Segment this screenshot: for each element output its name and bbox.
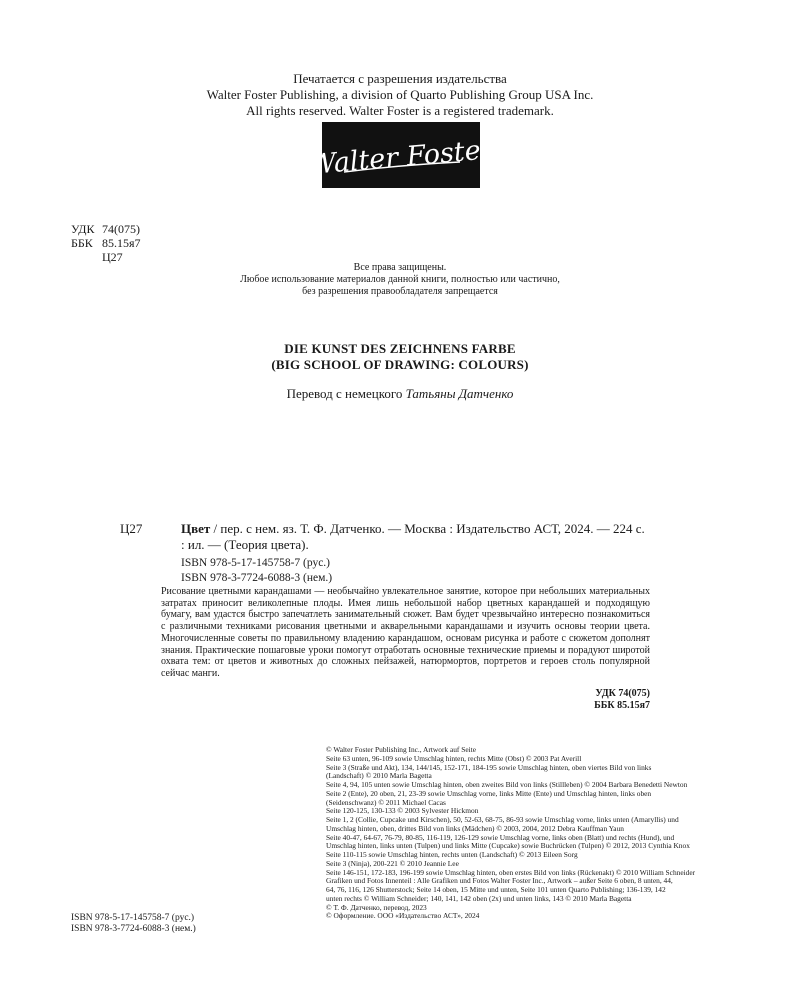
translation-credit	[150, 386, 650, 402]
credit-line: Umschlag hinten, oben, drittes Bild von links (Mädchen) © 2003, 2004, 2012 Debra Kauffman Yaun	[326, 823, 624, 833]
credit-line: Seite 146-151, 172-183, 196-199 sowie Umschlag hinten, oben erstes Bild von links (Rückenakt) © 2010 William Schneider	[326, 867, 696, 877]
bbk-row	[71, 236, 141, 250]
annotation-bbk: ББК 85.15я7	[594, 699, 650, 711]
credit-line: © Walter Foster Publishing Inc., Artwork auf Seite	[326, 745, 477, 754]
udk-value: 74(075)	[102, 222, 140, 236]
isbn-german: ISBN 978-3-7724-6088-3 (нем.)	[181, 572, 333, 584]
credit-line: © Т. Ф. Датченко, перевод, 2023	[326, 902, 427, 912]
rights-notice	[150, 262, 650, 298]
annotation-codes	[450, 688, 650, 711]
logo-text: Walter Foster	[307, 133, 495, 182]
rights-line: Все права защищены.	[353, 262, 447, 273]
permission-line: Walter Foster Publishing, a division of Quarto Publishing Group USA Inc.	[206, 87, 594, 102]
credit-line: © Оформление. ООО «Издательство АСТ», 2024	[326, 911, 480, 921]
isbn-footer-russian: ISBN 978-5-17-145758-7 (рус.)	[71, 913, 195, 923]
permission-line: Печатается с разрешения издательства	[293, 71, 507, 86]
credit-line: Grafiken und Fotos Innenteil : Alle Grafiken und Fotos Walter Foster Inc., Artwork – außer Seite 6 oben, 8 unten, 44,	[326, 876, 673, 886]
original-title-line: DIE KUNST DES ZEICHNENS FARBE	[284, 341, 516, 356]
credit-line: 64, 76, 116, 126 Shutterstock; Seite 14 oben, 15 Mitte und unten, Seite 101 unten Quarto Publishing; 136-139, 142	[326, 885, 666, 894]
credit-line: unten rechts © William Schneider; 140, 141, 142 oben (2x) und unten links, 143 © 2010 Marla Bagetta	[326, 893, 632, 903]
udk-label: УДК	[71, 222, 95, 236]
credit-line: Seite 1, 2 (Collie, Cupcake und Kirschen), 50, 52-63, 68-75, 86-93 sowie Umschlag vorne, links unten (Amaryllis) und	[326, 815, 679, 824]
credit-line: Umschlag hinten, links unten (Tulpen) und links Mitte (Cupcake) sowie Buchrücken (Tulpen) © 2012, 2013 Cynthia Knox	[326, 841, 690, 851]
credit-line: Seite 40-47, 64-67, 76-79, 80-85, 116-119, 126-129 sowie Umschlag vorne, links oben (Blatt) und rechts (Hund), und	[326, 832, 675, 842]
biblio-author-code: Ц27	[120, 521, 143, 536]
udk-row	[71, 222, 141, 236]
bibliographic-record	[181, 521, 651, 553]
book-annotation: Рисование цветными карандашами — необычайно увлекательное занятие, которое при небольших материальных затратах приносит великолепные плоды. Имея лишь небольшой набор цветных карандашей и подходящую бумагу, вам удастся быстро запечатлеть занимательный сюжет. Вам будет чрезвычайно интересно познакомиться с различными техниками рисования цветными и акварельными карандашами и изучить основы теории цвета. Многочисленные советы по правильному владению карандашом, основам рисунка и работе с сюжетом дополнят знания. Практические пошаговые уроки помогут отработать основные технические приемы и порадуют широтой охвата тем: от цветов и животных до сложных пейзажей, натюрмортов, портретов и героев столь популярной сейчас манги.	[161, 586, 650, 679]
author-code: Ц27	[102, 250, 123, 264]
original-title-line: (BIG SCHOOL OF DRAWING: COLOURS)	[271, 357, 529, 372]
credit-line: Seite 2 (Ente), 20 oben, 21, 23-39 sowie Umschlag vorne, links Mitte (Ente) und Umschlag hinten, links oben	[326, 788, 652, 798]
credit-line: Seite 3 (Straße und Akt), 134, 144/145, 152-171, 184-195 sowie Umschlag hinten, oben viertes Bild von links	[326, 762, 652, 772]
permission-line: All rights reserved. Walter Foster is a registered trademark.	[246, 103, 554, 118]
bbk-value: 85.15я7	[102, 236, 141, 250]
translation-prefix: Перевод с немецкого	[286, 386, 406, 401]
credit-line: Seite 4, 94, 105 unten sowie Umschlag hinten, oben zweites Bild von links (Stillleben) © 2004 Barbara Benedetti Newton	[326, 780, 688, 789]
translator-name: Татьяны Датченко	[405, 386, 514, 401]
rights-line: Любое использование материалов данной книги, полностью или частично,	[240, 274, 560, 285]
bibliographic-details: / пер. с нем. яз. Т. Ф. Датченко. — Москва : Издательство АСТ, 2024. — 224 с. : ил. — (Теория цвета).	[181, 521, 645, 552]
walter-foster-logo-graphic	[307, 122, 495, 188]
bbk-label: ББК	[71, 236, 93, 250]
credit-line: Seite 63 unten, 96-109 sowie Umschlag hinten, rechts Mitte (Obst) © 2003 Pat Averill	[326, 753, 582, 763]
credit-line: Seite 120-125, 130-133 © 2003 Sylvester Hickmon	[326, 806, 479, 816]
rights-line: без разрешения правообладателя запрещается	[302, 286, 498, 297]
book-title: Цвет	[181, 521, 211, 536]
author-code-row	[71, 250, 141, 264]
isbn-russian: ISBN 978-5-17-145758-7 (рус.)	[181, 557, 331, 569]
isbn-list	[181, 556, 332, 586]
publisher-permission-notice	[100, 71, 700, 119]
classification-codes	[71, 222, 141, 264]
copyright-credits	[326, 746, 768, 921]
credit-line: Seite 110-115 sowie Umschlag hinten, rechts unten (Landschaft) © 2013 Eileen Sorg	[326, 850, 578, 859]
isbn-footer	[71, 913, 196, 935]
credit-line: (Seidenschwanz) © 2011 Michael Cacas	[326, 797, 446, 807]
credit-line: Seite 3 (Ninja), 200-221 © 2010 Jeannie Lee	[326, 858, 459, 868]
credit-line: (Landschaft) © 2010 Marla Bagetta	[326, 771, 432, 781]
original-title	[150, 341, 650, 373]
annotation-udk: УДК 74(075)	[595, 688, 650, 699]
isbn-footer-german: ISBN 978-3-7724-6088-3 (нем.)	[71, 924, 196, 934]
walter-foster-logo	[307, 122, 495, 188]
